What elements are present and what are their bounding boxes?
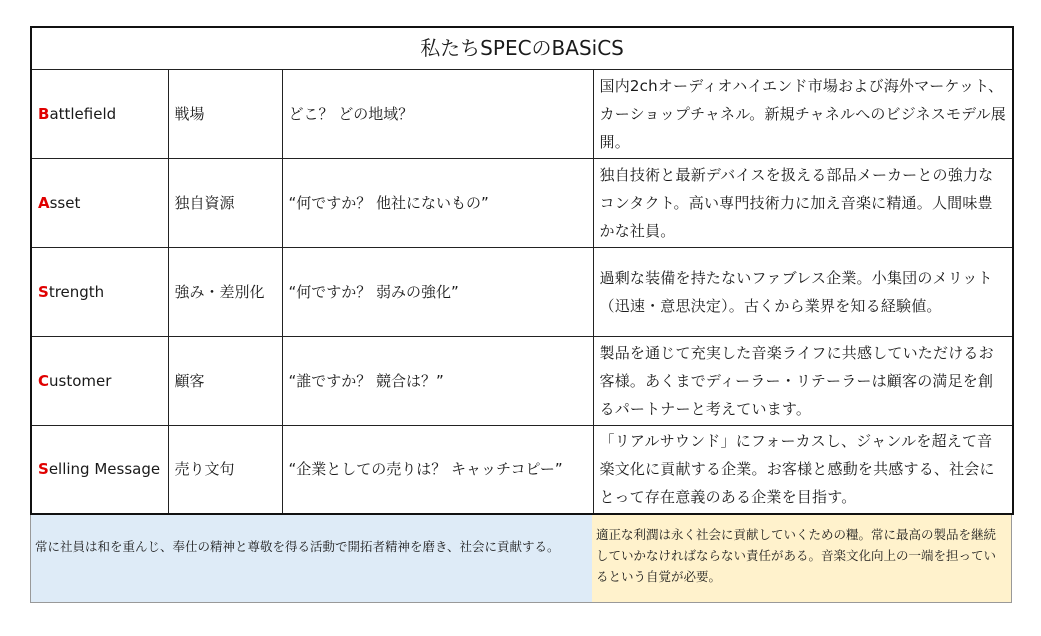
basics-sheet <box>30 26 1012 603</box>
basics-table <box>30 26 1014 515</box>
table-row-battlefield <box>31 69 1013 158</box>
term-rest: sset <box>49 193 81 212</box>
row-question: “何ですか？ 他社にないもの” <box>282 158 593 247</box>
term-initial: S <box>38 282 49 301</box>
row-term <box>31 247 168 336</box>
row-japanese-term: 強み・差別化 <box>168 247 282 336</box>
table-title: 私たちSPECのBASiCS <box>31 27 1013 69</box>
footer <box>30 515 1012 603</box>
row-term <box>31 158 168 247</box>
term-initial: S <box>38 460 49 479</box>
row-question: “何ですか？ 弱みの強化” <box>282 247 593 336</box>
row-answer: 「リアルサウンド」にフォーカスし、ジャンルを超えて音楽文化に貢献する企業。お客様と感動を共感する、社会にとって存在意義のある企業を目指す。 <box>593 425 1013 514</box>
term-initial: A <box>38 193 50 212</box>
table-row-customer <box>31 336 1013 425</box>
row-japanese-term: 独自資源 <box>168 158 282 247</box>
table-row-asset <box>31 158 1013 247</box>
title-row <box>31 27 1013 69</box>
row-question: “企業としての売りは？ キャッチコピー” <box>282 425 593 514</box>
table-row-selling-message <box>31 425 1013 514</box>
row-answer: 国内2chオーディオハイエンド市場および海外マーケット、カーショップチャネル。新規チャネルへのビジネスモデル展開。 <box>593 69 1013 158</box>
row-japanese-term: 戦場 <box>168 69 282 158</box>
row-term <box>31 69 168 158</box>
row-answer: 製品を通じて充実した音楽ライフに共感していただけるお客様。あくまでディーラー・リテーラーは顧客の満足を創るパートナーと考えています。 <box>593 336 1013 425</box>
footer-employee-philosophy: 常に社員は和を重んじ、奉仕の精神と尊敬を得る活動で開拓者精神を磨き、社会に貢献する。 <box>30 515 592 603</box>
term-rest: ustomer <box>49 371 112 390</box>
term-rest: attlefield <box>49 104 117 123</box>
table-row-strength <box>31 247 1013 336</box>
row-question: どこ？ どの地域？ <box>282 69 593 158</box>
term-initial: B <box>38 104 50 123</box>
term-rest: elling Message <box>48 460 161 479</box>
row-answer: 独自技術と最新デバイスを扱える部品メーカーとの強力なコンタクト。高い専門技術力に加え音楽に精通。人間味豊かな社員。 <box>593 158 1013 247</box>
row-japanese-term: 売り文句 <box>168 425 282 514</box>
row-term <box>31 336 168 425</box>
row-japanese-term: 顧客 <box>168 336 282 425</box>
row-question: “誰ですか？ 競合は？” <box>282 336 593 425</box>
row-term <box>31 425 168 514</box>
footer-profit-philosophy: 適正な利潤は永く社会に貢献していくための糧。常に最高の製品を継続していかなければならない責任がある。音楽文化向上の一端を担っているという自覚が必要。 <box>592 515 1012 603</box>
term-initial: C <box>38 371 50 390</box>
row-answer: 過剰な装備を持たないファブレス企業。小集団のメリット（迅速・意思決定）。古くから業界を知る経験値。 <box>593 247 1013 336</box>
term-rest: trength <box>48 282 105 301</box>
